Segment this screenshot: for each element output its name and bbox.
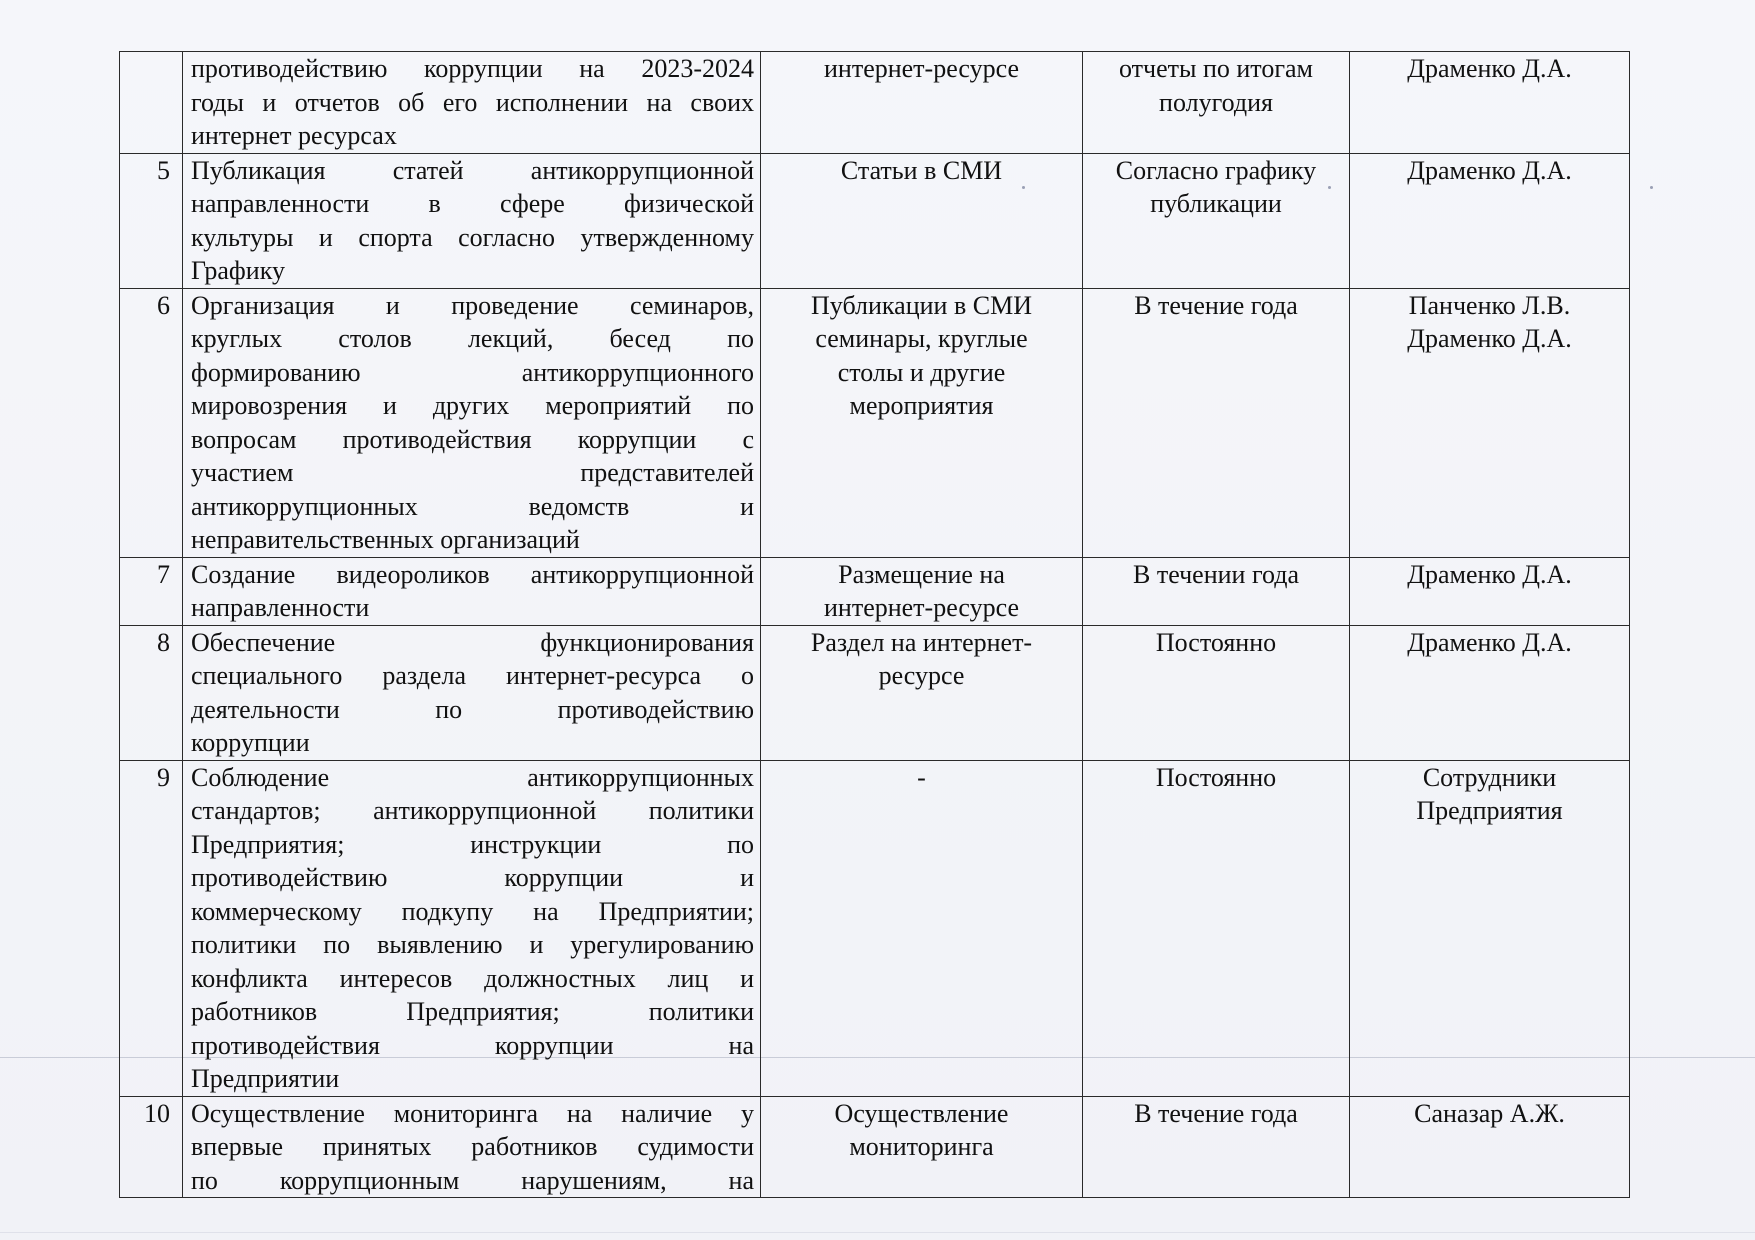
action-text-line: специального раздела интернет-ресурса о xyxy=(191,661,754,690)
completion-form-cell-line: семинары, круглые xyxy=(815,324,1028,353)
action-text-line: культуры и спорта согласно утвержденному xyxy=(191,222,754,252)
table-row xyxy=(120,625,1630,760)
action-text-line: работников Предприятия; политики xyxy=(191,997,754,1026)
completion-form-cell-line: интернет-ресурсе xyxy=(824,54,1019,83)
completion-form-cell xyxy=(761,1096,1083,1198)
row-number-cell xyxy=(120,52,183,154)
deadline-cell-line: Согласно графику xyxy=(1115,155,1317,185)
action-text-line: интернет ресурсах xyxy=(191,121,397,150)
completion-form-cell xyxy=(761,288,1083,557)
action-text-line: противодействию коррупции и xyxy=(191,863,754,892)
action-text-line: Создание видеороликов антикоррупционной xyxy=(191,559,754,589)
deadline-cell xyxy=(1083,288,1350,557)
deadline-cell xyxy=(1083,625,1350,760)
table-row xyxy=(120,52,1630,154)
scan-speck xyxy=(1650,186,1653,189)
row-number-cell: 5 xyxy=(120,153,183,288)
deadline-cell xyxy=(1083,153,1350,288)
completion-form-cell-line: Статьи в СМИ xyxy=(840,155,1003,185)
completion-form-cell-line: ресурсе xyxy=(878,661,965,690)
completion-form-cell xyxy=(761,557,1083,625)
responsible-cell xyxy=(1350,52,1630,154)
row-number-cell: 7 xyxy=(120,557,183,625)
completion-form-cell-line: столы и другие xyxy=(837,357,1006,387)
table-row xyxy=(120,153,1630,288)
action-text-line: Соблюдение антикоррупционных xyxy=(191,762,754,792)
responsible-cell xyxy=(1350,557,1630,625)
action-text-line: направленности в сфере физической xyxy=(191,189,754,218)
completion-form-cell-line: Публикации в СМИ xyxy=(811,290,1032,320)
action-text-line: формированию антикоррупционного xyxy=(191,357,754,387)
action-text-line: направленности xyxy=(191,593,370,622)
responsible-cell-line: Драменко Д.А. xyxy=(1407,324,1572,353)
action-text-line: противодействия коррупции на xyxy=(191,1030,754,1060)
action-text-line: годы и отчетов об его исполнении на своих xyxy=(191,87,754,117)
action-text-line: антикоррупционных ведомств и xyxy=(191,491,754,521)
action-text-line: участием представителей xyxy=(191,458,754,487)
completion-form-cell-line: - xyxy=(917,762,926,792)
completion-form-cell-line: Раздел на интернет- xyxy=(810,627,1033,657)
action-cell xyxy=(183,1096,761,1198)
action-cell xyxy=(183,288,761,557)
row-number-cell: 6 xyxy=(120,288,183,557)
action-text-line: конфликта интересов должностных лиц и xyxy=(191,963,754,993)
action-text-line: Предприятии xyxy=(191,1064,340,1093)
responsible-cell-line: Панченко Л.В. xyxy=(1408,290,1571,320)
deadline-cell xyxy=(1083,760,1350,1096)
completion-form-cell-line: Размещение на xyxy=(838,559,1005,589)
responsible-cell xyxy=(1350,288,1630,557)
action-text-line: деятельности по противодействию xyxy=(191,694,754,724)
action-cell xyxy=(183,153,761,288)
plan-table-body xyxy=(120,52,1630,1198)
table-row xyxy=(120,1096,1630,1198)
action-text-line: неправительственных организаций xyxy=(191,525,580,554)
action-text-line: впервые принятых работников судимости xyxy=(191,1132,754,1161)
responsible-cell-line: Драменко Д.А. xyxy=(1407,54,1572,83)
responsible-cell xyxy=(1350,625,1630,760)
action-text-line: Обеспечение функционирования xyxy=(191,627,754,657)
deadline-cell xyxy=(1083,52,1350,154)
action-text-line: Осуществление мониторинга на наличие у xyxy=(191,1098,754,1128)
completion-form-cell xyxy=(761,52,1083,154)
table-row xyxy=(120,557,1630,625)
action-text-line: Публикация статей антикоррупционной xyxy=(191,155,754,185)
responsible-cell-line: Драменко Д.А. xyxy=(1407,627,1572,657)
responsible-cell xyxy=(1350,1096,1630,1198)
completion-form-cell xyxy=(761,625,1083,760)
responsible-cell-line: Предприятия xyxy=(1416,796,1563,825)
action-text-line: по коррупционным нарушениям, на xyxy=(191,1165,754,1195)
table-row xyxy=(120,288,1630,557)
responsible-cell xyxy=(1350,760,1630,1096)
completion-form-cell-line: мониторинга xyxy=(849,1132,994,1161)
action-text-line: круглых столов лекций, бесед по xyxy=(191,324,754,353)
action-text-line: Графику xyxy=(191,256,285,285)
action-text-line: коррупции xyxy=(191,728,310,757)
row-number-cell: 9 xyxy=(120,760,183,1096)
action-text-line: стандартов; антикоррупционной политики xyxy=(191,796,754,825)
action-cell xyxy=(183,760,761,1096)
action-text-line: политики по выявлению и урегулированию xyxy=(191,930,754,959)
action-text-line: Предприятия; инструкции по xyxy=(191,829,754,859)
deadline-cell-line: В течение года xyxy=(1134,1098,1298,1128)
action-text-line: Организация и проведение семинаров, xyxy=(191,290,754,320)
deadline-cell-line: В течении года xyxy=(1133,559,1299,589)
responsible-cell-line: Сотрудники xyxy=(1422,762,1557,792)
deadline-cell-line: Постоянно xyxy=(1155,627,1277,657)
action-cell xyxy=(183,557,761,625)
completion-form-cell-line: Осуществление xyxy=(834,1098,1009,1128)
deadline-cell-line: Постоянно xyxy=(1155,762,1277,792)
deadline-cell xyxy=(1083,1096,1350,1198)
action-text-line: противодействию коррупции на 2023-2024 xyxy=(191,54,754,83)
row-number-cell: 8 xyxy=(120,625,183,760)
anticorruption-plan-table xyxy=(119,51,1630,1198)
action-cell xyxy=(183,625,761,760)
action-text-line: коммерческому подкупу на Предприятии; xyxy=(191,896,754,926)
responsible-cell-line: Саназар А.Ж. xyxy=(1414,1098,1565,1128)
row-number-cell: 10 xyxy=(120,1096,183,1198)
action-text-line: вопросам противодействия коррупции с xyxy=(191,424,754,454)
completion-form-cell xyxy=(761,153,1083,288)
responsible-cell-line: Драменко Д.А. xyxy=(1407,155,1572,185)
deadline-cell-line: полугодия xyxy=(1159,87,1273,117)
action-text-line: мировозрения и других мероприятий по xyxy=(191,391,754,420)
completion-form-cell-line: интернет-ресурсе xyxy=(824,593,1019,622)
deadline-cell-line: В течение года xyxy=(1134,290,1298,320)
table-row xyxy=(120,760,1630,1096)
deadline-cell-line: отчеты по итогам xyxy=(1119,54,1313,83)
completion-form-cell xyxy=(761,760,1083,1096)
responsible-cell-line: Драменко Д.А. xyxy=(1407,559,1572,589)
deadline-cell xyxy=(1083,557,1350,625)
action-cell xyxy=(183,52,761,154)
completion-form-cell-line: мероприятия xyxy=(849,391,994,420)
scan-artifact-line xyxy=(0,1232,1755,1233)
deadline-cell-line: публикации xyxy=(1150,189,1282,218)
responsible-cell xyxy=(1350,153,1630,288)
